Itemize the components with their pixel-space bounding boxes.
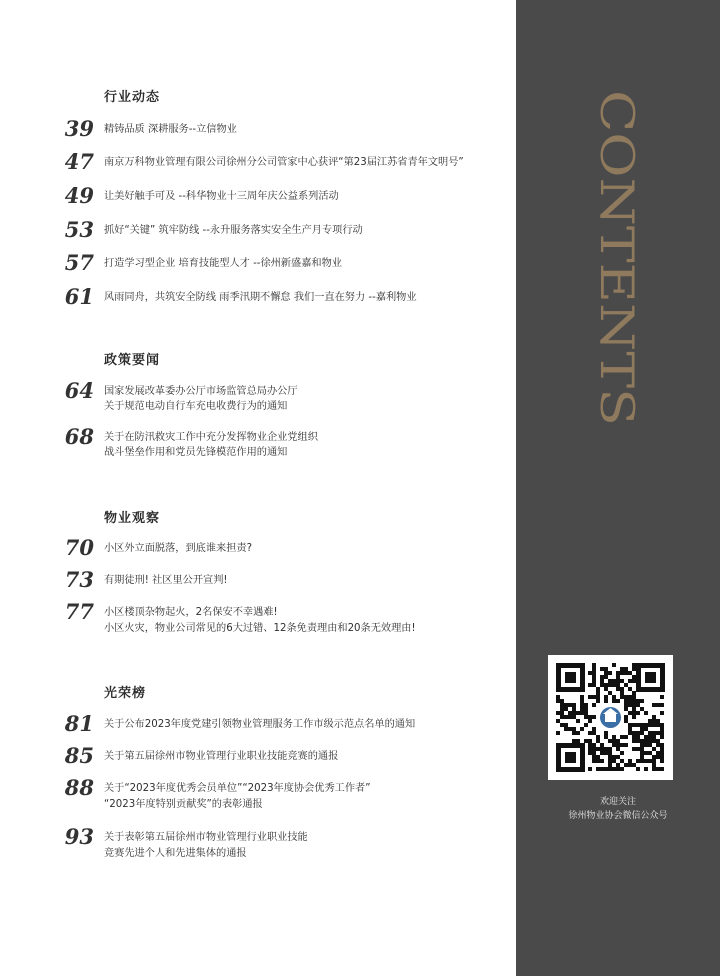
page-number: 73	[64, 567, 94, 592]
section-title: 物业观察	[104, 511, 161, 526]
entry-title-line: 关于在防汛救灾工作中充分发挥物业企业党组织	[104, 432, 318, 443]
page-number: 68	[64, 424, 94, 449]
qr-caption-line: 欢迎关注	[599, 797, 636, 807]
entry-title-line: 关于规范电动自行车充电收费行为的通知	[104, 401, 288, 412]
entry-title-line: “2023年度特别贡献奖”的表彰通报	[104, 799, 263, 810]
entry-title-line: 国家发展改革委办公厅市场监管总局办公厅	[104, 386, 298, 397]
entry-title-line: 关于表彰第五届徐州市物业管理行业职业技能	[104, 832, 308, 843]
entry-title: 关于公布2023年度党建引领物业管理服务工作市级示范点名单的通知	[104, 719, 416, 730]
entry-title: 南京万科物业管理有限公司徐州分公司管家中心获评“第23届江苏省青年文明号”	[104, 157, 464, 168]
qr-caption-line: 徐州物业协会微信公众号	[568, 811, 668, 821]
entry-title: 精铸品质 深耕服务--立信物业	[104, 124, 237, 135]
page-number: 53	[64, 217, 94, 242]
page-number: 81	[64, 711, 94, 736]
page-number: 88	[64, 775, 94, 800]
entry-title: 有期徒刑! 社区里公开宣判!	[104, 575, 228, 586]
entry-title-line: 关于“2023年度优秀会员单位”“2023年度协会优秀工作者”	[104, 783, 371, 794]
entry-title-line: 小区楼顶杂物起火，2名保安不幸遇难!	[104, 607, 278, 618]
contents-heading-text: CONTENTS	[590, 90, 644, 370]
qr-code[interactable]	[548, 655, 673, 780]
page-number: 61	[64, 284, 94, 309]
entry-title: 小区外立面脱落，到底谁来担责?	[104, 543, 253, 554]
entry-title-line: 战斗堡垒作用和党员先锋模范作用的通知	[104, 447, 288, 458]
entry-title-line: 竞赛先进个人和先进集体的通报	[104, 848, 247, 859]
contents-heading	[588, 88, 648, 428]
entry-title: 抓好“关键” 筑牢防线 --永升服务落实安全生产月专项行动	[104, 225, 363, 236]
page-number: 77	[64, 599, 94, 624]
entry-title: 让美好触手可及 --科华物业十三周年庆公益系列活动	[104, 191, 339, 202]
section-title: 光荣榜	[104, 686, 147, 701]
entry-title: 打造学习型企业 培育技能型人才 --徐州新盛嘉和物业	[104, 258, 342, 269]
entry-title-line: 小区火灾，物业公司常见的6大过错、12条免责理由和20条无效理由!	[104, 623, 416, 634]
page-number: 47	[64, 149, 94, 174]
section-title: 行业动态	[104, 90, 161, 105]
page-number: 49	[64, 183, 94, 208]
entry-title: 关于第五届徐州市物业管理行业职业技能竞赛的通报	[104, 751, 339, 762]
page-number: 70	[64, 535, 94, 560]
page-number: 57	[64, 250, 94, 275]
section-title: 政策要闻	[104, 353, 161, 368]
page-number: 39	[64, 116, 94, 141]
page-number: 85	[64, 743, 94, 768]
entry-title: 风雨同舟，共筑安全防线 雨季汛期不懈怠 我们一直在努力 --嘉利物业	[104, 292, 417, 303]
page-number: 93	[64, 824, 94, 849]
page-number: 64	[64, 378, 94, 403]
